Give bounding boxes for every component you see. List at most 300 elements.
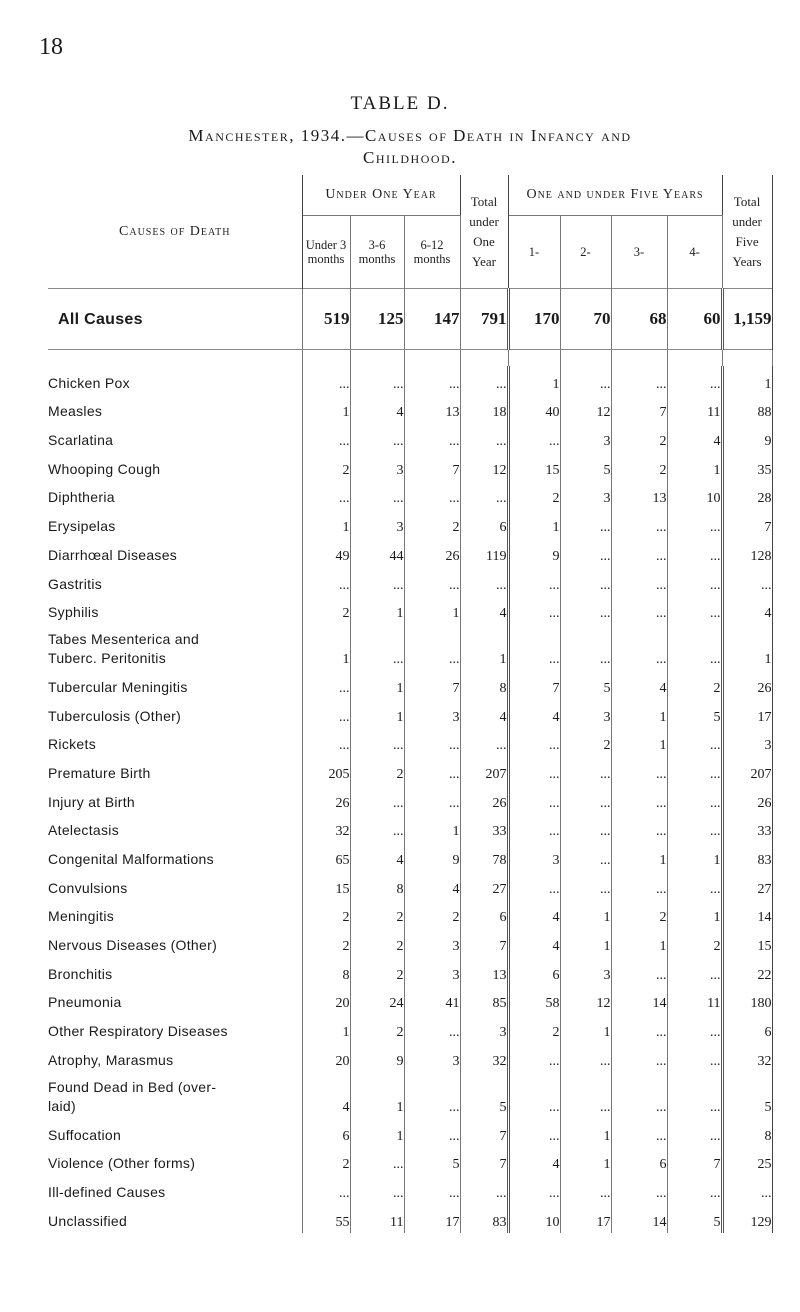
value-cell: 24 — [350, 986, 404, 1015]
value-cell: 12 — [460, 452, 508, 481]
value-cell: 1 — [560, 900, 611, 929]
value-cell: 1 — [350, 699, 404, 728]
value-cell: 3 — [722, 728, 772, 757]
cause-label — [48, 928, 302, 957]
cause-label-line: Tuberc. Peritonitis — [48, 650, 167, 667]
value-cell: 2 — [350, 928, 404, 957]
cause-label-line: Diphtheria — [48, 489, 115, 506]
value-cell: 1 — [560, 928, 611, 957]
value-cell: 7 — [404, 452, 460, 481]
value-cell: 18 — [460, 395, 508, 424]
table-row — [48, 395, 772, 424]
value-cell: ... — [667, 509, 722, 538]
value-cell: 3 — [404, 957, 460, 986]
value-cell: 2 — [302, 596, 350, 625]
cause-label-line: Pneumonia — [48, 994, 122, 1011]
value-cell: 11 — [350, 1204, 404, 1233]
cause-label — [48, 1014, 302, 1043]
value-cell: 2 — [350, 756, 404, 785]
cause-label — [48, 1043, 302, 1072]
cause-label-line: Premature Birth — [48, 764, 151, 781]
all-causes-value: 60 — [667, 289, 722, 350]
value-cell: 2 — [560, 728, 611, 757]
value-cell: ... — [302, 728, 350, 757]
value-cell: 33 — [722, 814, 772, 843]
value-cell: 8 — [350, 871, 404, 900]
value-cell: ... — [560, 624, 611, 670]
value-cell: 26 — [302, 785, 350, 814]
value-cell: 1 — [508, 366, 560, 395]
value-cell: 2 — [302, 1147, 350, 1176]
table-row — [48, 928, 772, 957]
all-causes-value: 68 — [611, 289, 667, 350]
value-cell: 6 — [460, 509, 508, 538]
value-cell: ... — [508, 1043, 560, 1072]
value-cell: ... — [560, 366, 611, 395]
value-cell: ... — [560, 814, 611, 843]
value-cell: 6 — [460, 900, 508, 929]
value-cell: 2 — [302, 900, 350, 929]
value-cell: ... — [508, 756, 560, 785]
cause-label-line: Meningitis — [48, 908, 115, 925]
value-cell: 17 — [404, 1204, 460, 1233]
value-cell: 1 — [667, 452, 722, 481]
value-cell: 2 — [611, 423, 667, 452]
value-cell: 7 — [460, 1147, 508, 1176]
value-cell: ... — [302, 567, 350, 596]
value-cell: 4 — [508, 928, 560, 957]
value-cell: 3 — [404, 1043, 460, 1072]
value-cell: 13 — [404, 395, 460, 424]
value-cell: 83 — [460, 1204, 508, 1233]
header-6-12-months: 6-12 months — [404, 216, 460, 289]
table-row — [48, 596, 772, 625]
value-cell: 207 — [460, 756, 508, 785]
value-cell: ... — [350, 481, 404, 510]
value-cell: 1 — [302, 509, 350, 538]
value-cell: 14 — [611, 1204, 667, 1233]
value-cell: 4 — [302, 1072, 350, 1118]
value-cell: 27 — [722, 871, 772, 900]
cause-label-line: Tubercular Meningitis — [48, 678, 188, 695]
value-cell: 3 — [560, 699, 611, 728]
value-cell: ... — [611, 1014, 667, 1043]
table-row — [48, 814, 772, 843]
value-cell: 17 — [722, 699, 772, 728]
value-cell: 11 — [667, 986, 722, 1015]
value-cell: 25 — [722, 1147, 772, 1176]
cause-label — [48, 871, 302, 900]
cause-label-line: Ill-defined Causes — [48, 1183, 166, 1200]
table-title: TABLE D. — [350, 93, 450, 114]
value-cell: 128 — [722, 538, 772, 567]
value-cell: ... — [560, 871, 611, 900]
value-cell: 2 — [667, 670, 722, 699]
value-cell: 6 — [302, 1118, 350, 1147]
cause-label-line: Violence (Other forms) — [48, 1155, 196, 1172]
cause-label-line: laid) — [48, 1097, 76, 1114]
value-cell: ... — [350, 624, 404, 670]
value-cell: 26 — [722, 785, 772, 814]
value-cell: 3 — [350, 509, 404, 538]
value-cell: 1 — [404, 596, 460, 625]
value-cell: ... — [560, 538, 611, 567]
value-cell: ... — [508, 1175, 560, 1204]
value-cell: ... — [611, 567, 667, 596]
value-cell: 33 — [460, 814, 508, 843]
value-cell: ... — [508, 728, 560, 757]
subtitle-line-2: Childhood. — [363, 148, 457, 167]
value-cell: 1 — [667, 842, 722, 871]
value-cell: ... — [404, 728, 460, 757]
value-cell: 9 — [350, 1043, 404, 1072]
table-row — [48, 670, 772, 699]
value-cell: 9 — [404, 842, 460, 871]
value-cell: ... — [667, 538, 722, 567]
value-cell: 22 — [722, 957, 772, 986]
value-cell: 3 — [560, 481, 611, 510]
value-cell: 1 — [404, 814, 460, 843]
cause-label-line: Tabes Mesenterica and — [48, 631, 200, 648]
value-cell: 2 — [350, 900, 404, 929]
value-cell: 12 — [560, 395, 611, 424]
all-causes-value: 125 — [350, 289, 404, 350]
value-cell: 5 — [722, 1072, 772, 1118]
value-cell: 4 — [722, 596, 772, 625]
cause-label-line: Gastritis — [48, 575, 103, 592]
value-cell: 8 — [722, 1118, 772, 1147]
cause-label-line: Convulsions — [48, 879, 128, 896]
header-age-4: 4- — [667, 216, 722, 289]
table-row — [48, 699, 772, 728]
value-cell: 1 — [667, 900, 722, 929]
cause-label-line: Erysipelas — [48, 518, 116, 535]
value-cell: ... — [404, 1175, 460, 1204]
value-cell: ... — [460, 728, 508, 757]
value-cell: ... — [611, 366, 667, 395]
cause-label — [48, 699, 302, 728]
value-cell: 10 — [667, 481, 722, 510]
cause-label — [48, 538, 302, 567]
value-cell: ... — [667, 567, 722, 596]
value-cell: 9 — [722, 423, 772, 452]
value-cell: ... — [302, 699, 350, 728]
value-cell: 2 — [508, 481, 560, 510]
cause-label — [48, 728, 302, 757]
value-cell: ... — [350, 423, 404, 452]
value-cell: 7 — [667, 1147, 722, 1176]
value-cell: 3 — [350, 452, 404, 481]
cause-label-line: Bronchitis — [48, 965, 113, 982]
table-row — [48, 957, 772, 986]
value-cell: 4 — [667, 423, 722, 452]
value-cell: 5 — [560, 670, 611, 699]
all-causes-value: 791 — [460, 289, 508, 350]
value-cell: 20 — [302, 1043, 350, 1072]
value-cell: ... — [460, 423, 508, 452]
value-cell: ... — [508, 871, 560, 900]
value-cell: 1 — [560, 1118, 611, 1147]
value-cell: 6 — [722, 1014, 772, 1043]
value-cell: ... — [560, 1072, 611, 1118]
value-cell: 2 — [404, 900, 460, 929]
cause-label-line: Unclassified — [48, 1212, 128, 1229]
value-cell: 15 — [722, 928, 772, 957]
value-cell: 5 — [667, 1204, 722, 1233]
table-row — [48, 756, 772, 785]
value-cell: 2 — [667, 928, 722, 957]
cause-label — [48, 957, 302, 986]
value-cell: ... — [460, 1175, 508, 1204]
cause-label — [48, 509, 302, 538]
value-cell: 119 — [460, 538, 508, 567]
cause-label — [48, 624, 302, 670]
value-cell: 88 — [722, 395, 772, 424]
table-row — [48, 1118, 772, 1147]
value-cell: ... — [667, 756, 722, 785]
value-cell: ... — [667, 1175, 722, 1204]
value-cell: ... — [560, 509, 611, 538]
cause-label-line: Found Dead in Bed (over- — [48, 1078, 217, 1095]
value-cell: 20 — [302, 986, 350, 1015]
cause-label-line: Rickets — [48, 736, 96, 753]
value-cell: 44 — [350, 538, 404, 567]
all-causes-value: 170 — [508, 289, 560, 350]
value-cell: 78 — [460, 842, 508, 871]
cause-label — [48, 1204, 302, 1233]
value-cell: 10 — [508, 1204, 560, 1233]
value-cell: 1 — [611, 928, 667, 957]
causes-of-death-table — [48, 175, 773, 1233]
value-cell: 7 — [404, 670, 460, 699]
table-row — [48, 366, 772, 395]
value-cell: 28 — [722, 481, 772, 510]
table-row — [48, 423, 772, 452]
cause-label-line: Measles — [48, 403, 103, 420]
cause-label-line: Suffocation — [48, 1126, 122, 1143]
value-cell: 40 — [508, 395, 560, 424]
value-cell: 13 — [611, 481, 667, 510]
value-cell: ... — [667, 1072, 722, 1118]
value-cell: ... — [508, 785, 560, 814]
table-row — [48, 900, 772, 929]
value-cell: 7 — [460, 928, 508, 957]
value-cell: ... — [667, 957, 722, 986]
header-age-1: 1- — [508, 216, 560, 289]
value-cell: 1 — [560, 1014, 611, 1043]
subtitle-line-1: Manchester, 1934.—Causes of Death in Infancy and — [188, 126, 632, 145]
value-cell: ... — [404, 785, 460, 814]
value-cell: ... — [508, 814, 560, 843]
cause-label — [48, 452, 302, 481]
cause-label — [48, 670, 302, 699]
header-under-3-months: Under 3 months — [302, 216, 350, 289]
value-cell: ... — [404, 756, 460, 785]
value-cell: 4 — [460, 699, 508, 728]
value-cell: 85 — [460, 986, 508, 1015]
value-cell: 14 — [611, 986, 667, 1015]
cause-label — [48, 785, 302, 814]
cause-label — [48, 567, 302, 596]
value-cell: ... — [611, 756, 667, 785]
value-cell: 4 — [508, 1147, 560, 1176]
cause-label — [48, 423, 302, 452]
cause-label-line: Scarlatina — [48, 432, 114, 449]
cause-label — [48, 814, 302, 843]
page-number: 18 — [39, 34, 63, 60]
value-cell: 15 — [508, 452, 560, 481]
value-cell: ... — [560, 1043, 611, 1072]
header-total-under-one: Total under One Year — [460, 175, 508, 289]
value-cell: ... — [508, 1072, 560, 1118]
value-cell: ... — [302, 366, 350, 395]
value-cell: 1 — [350, 1118, 404, 1147]
value-cell: ... — [560, 785, 611, 814]
value-cell: ... — [302, 423, 350, 452]
value-cell: ... — [560, 1175, 611, 1204]
table-row — [48, 1014, 772, 1043]
cause-label — [48, 842, 302, 871]
value-cell: ... — [611, 1175, 667, 1204]
value-cell: 1 — [350, 1072, 404, 1118]
value-cell: 1 — [560, 1147, 611, 1176]
spacer-row — [48, 350, 772, 367]
value-cell: 2 — [302, 452, 350, 481]
value-cell: ... — [404, 423, 460, 452]
value-cell: 5 — [667, 699, 722, 728]
value-cell: 205 — [302, 756, 350, 785]
value-cell: 13 — [460, 957, 508, 986]
value-cell: 2 — [404, 509, 460, 538]
value-cell: ... — [667, 1118, 722, 1147]
value-cell: ... — [667, 624, 722, 670]
header-3-6-months: 3-6 months — [350, 216, 404, 289]
value-cell: 1 — [302, 624, 350, 670]
value-cell: 7 — [460, 1118, 508, 1147]
value-cell: ... — [350, 1147, 404, 1176]
value-cell: ... — [611, 957, 667, 986]
cause-label — [48, 1118, 302, 1147]
header-under-one-year: Under One Year — [302, 175, 460, 216]
value-cell: ... — [350, 814, 404, 843]
value-cell: 27 — [460, 871, 508, 900]
value-cell: ... — [350, 366, 404, 395]
value-cell: ... — [560, 567, 611, 596]
value-cell: 3 — [508, 842, 560, 871]
value-cell: 9 — [508, 538, 560, 567]
value-cell: 2 — [350, 957, 404, 986]
value-cell: 1 — [460, 624, 508, 670]
value-cell: ... — [560, 842, 611, 871]
table-row — [48, 1147, 772, 1176]
cause-label — [48, 756, 302, 785]
value-cell: 5 — [560, 452, 611, 481]
value-cell: 207 — [722, 756, 772, 785]
value-cell: 1 — [302, 395, 350, 424]
value-cell: ... — [667, 1043, 722, 1072]
table-row — [48, 567, 772, 596]
value-cell: ... — [460, 366, 508, 395]
cause-label-line: Congenital Malformations — [48, 851, 214, 867]
value-cell: ... — [722, 1175, 772, 1204]
all-causes-value: 519 — [302, 289, 350, 350]
value-cell: 83 — [722, 842, 772, 871]
value-cell: ... — [611, 624, 667, 670]
value-cell: ... — [460, 567, 508, 596]
value-cell: 35 — [722, 452, 772, 481]
table-row — [48, 986, 772, 1015]
value-cell: ... — [611, 871, 667, 900]
value-cell: ... — [560, 596, 611, 625]
value-cell: ... — [508, 1118, 560, 1147]
cause-label-line: Syphilis — [48, 604, 99, 621]
value-cell: 32 — [302, 814, 350, 843]
value-cell: ... — [404, 481, 460, 510]
value-cell: 17 — [560, 1204, 611, 1233]
value-cell: 180 — [722, 986, 772, 1015]
all-causes-value: 70 — [560, 289, 611, 350]
cause-label-line: Chicken Pox — [48, 374, 130, 391]
value-cell: ... — [350, 1175, 404, 1204]
value-cell: ... — [508, 567, 560, 596]
value-cell: 65 — [302, 842, 350, 871]
table-row — [48, 509, 772, 538]
table-row — [48, 624, 772, 670]
all-causes-value: 147 — [404, 289, 460, 350]
value-cell: 4 — [611, 670, 667, 699]
cause-label-line: Atelectasis — [48, 822, 119, 839]
all-causes-row — [48, 289, 772, 350]
header-causes: Causes of Death — [48, 175, 302, 289]
value-cell: ... — [667, 596, 722, 625]
value-cell: 2 — [350, 1014, 404, 1043]
table-row — [48, 1072, 772, 1118]
cause-label-line: Tuberculosis (Other) — [48, 707, 182, 724]
value-cell: 32 — [460, 1043, 508, 1072]
cause-label — [48, 481, 302, 510]
value-cell: ... — [611, 814, 667, 843]
value-cell: ... — [611, 1118, 667, 1147]
value-cell: 8 — [302, 957, 350, 986]
value-cell: 3 — [560, 423, 611, 452]
value-cell: 41 — [404, 986, 460, 1015]
value-cell: ... — [611, 538, 667, 567]
table-row — [48, 1204, 772, 1233]
value-cell: 26 — [460, 785, 508, 814]
value-cell: ... — [302, 481, 350, 510]
value-cell: 2 — [611, 452, 667, 481]
value-cell: ... — [508, 624, 560, 670]
table-row — [48, 1043, 772, 1072]
table-row — [48, 785, 772, 814]
value-cell: ... — [667, 785, 722, 814]
value-cell: 14 — [722, 900, 772, 929]
value-cell: 1 — [302, 1014, 350, 1043]
header-total-under-five: Total under Five Years — [722, 175, 772, 289]
value-cell: 11 — [667, 395, 722, 424]
value-cell: 1 — [350, 596, 404, 625]
header-age-2: 2- — [560, 216, 611, 289]
value-cell: 55 — [302, 1204, 350, 1233]
value-cell: 32 — [722, 1043, 772, 1072]
value-cell: 2 — [611, 900, 667, 929]
value-cell: ... — [302, 1175, 350, 1204]
cause-label — [48, 1147, 302, 1176]
cause-label — [48, 596, 302, 625]
table-row — [48, 728, 772, 757]
value-cell: 26 — [404, 538, 460, 567]
cause-label — [48, 1175, 302, 1204]
